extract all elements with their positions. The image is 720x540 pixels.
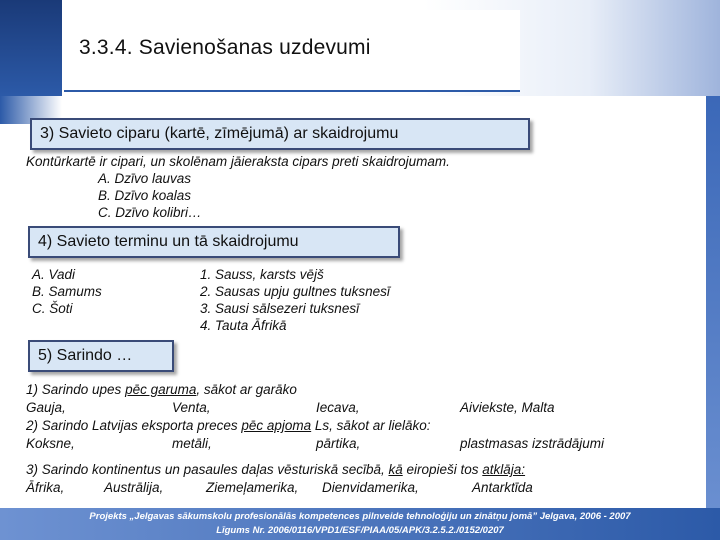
task4-term-b: B. Samums [32, 284, 102, 299]
task5-line1-text-a: 1) Sarindo upes [26, 382, 126, 397]
task4-explanation-1: 1. Sauss, karsts vējš [200, 267, 324, 282]
task5-river-1: Gauja, [26, 400, 66, 415]
task5-continent-5: Antarktīda [472, 480, 533, 495]
task5-line2-text-b: Ls, sākot ar lielāko: [311, 418, 431, 433]
footer-project-line: Projekts „Jelgavas sākumskolu profesionālās kompetences pilnveide tehnoloģiju un zinātņu jomā” Jelgava, 2006 - 2007 [89, 511, 631, 522]
footer-band [0, 508, 720, 540]
task3-item-c: C. Dzīvo kolibri… [98, 205, 202, 220]
task5-export-1: Koksne, [26, 436, 75, 451]
task4-explanation-4: 4. Tauta Āfrikā [200, 318, 287, 333]
task5-export-2: metāli, [172, 436, 212, 451]
task5-line3-text-mid: eiropieši tos [402, 462, 483, 477]
task5-line2 [26, 418, 430, 433]
page-title: 3.3.4. Savienošanas uzdevumi [79, 36, 371, 59]
task5-line1-underlined: pēc garuma [125, 382, 197, 397]
task3-item-b: B. Dzīvo koalas [98, 188, 192, 203]
footer-contract-line: Līgums Nr. 2006/0116/VPD1/ESF/PIAA/05/APK/3.2.5.2./0152/0207 [216, 525, 504, 536]
task5-continent-3: Ziemeļamerika, [206, 480, 299, 495]
task4-term-c: C. Šoti [32, 301, 73, 316]
task5-river-3: Iecava, [316, 400, 360, 415]
task5-line3-underlined-2: atklāja: [482, 462, 526, 477]
task3-item-a: A. Dzīvo lauvas [98, 171, 192, 186]
right-decoration-strip [706, 96, 720, 540]
task5-river-4: Aiviekste, Malta [460, 400, 555, 415]
task5-river-2: Venta, [172, 400, 211, 415]
task5-line2-underlined: pēc apjoma [241, 418, 312, 433]
task5-heading-box [28, 340, 174, 372]
task5-line2-text-a: 2) Sarindo Latvijas eksporta preces [26, 418, 242, 433]
task5-continent-1: Āfrika, [26, 480, 65, 495]
task5-export-3: pārtika, [316, 436, 361, 451]
task5-export-4: plastmasas izstrādājumi [460, 436, 605, 451]
task3-heading: 3) Savieto ciparu (kartē, zīmējumā) ar skaidrojumu [40, 125, 399, 142]
task5-heading: 5) Sarindo … [38, 347, 133, 364]
task3-heading-box [30, 118, 530, 150]
task5-continent-2: Austrālija, [104, 480, 164, 495]
task4-term-a: A. Vadi [32, 267, 76, 282]
task5-line3-underlined-1: kā [388, 462, 403, 477]
task4-explanation-2: 2. Sausas upju gultnes tuksnesī [200, 284, 390, 299]
task3-description: Kontūrkartē ir cipari, un skolēnam jāieraksta cipars preti skaidrojumam. [26, 154, 450, 169]
task5-continent-4: Dienvidamerika, [322, 480, 419, 495]
task4-heading-box [28, 226, 400, 258]
task4-explanation-3: 3. Sausi sālsezeri tuksnesī [200, 301, 360, 316]
task5-line3 [26, 462, 525, 477]
task5-line1 [26, 382, 297, 397]
task5-line1-text-b: , sākot ar garāko [196, 382, 297, 397]
task4-heading: 4) Savieto terminu un tā skaidrojumu [38, 233, 299, 250]
task5-line3-text-a: 3) Sarindo kontinentus un pasaules daļas vēsturiskā secībā, [26, 462, 389, 477]
